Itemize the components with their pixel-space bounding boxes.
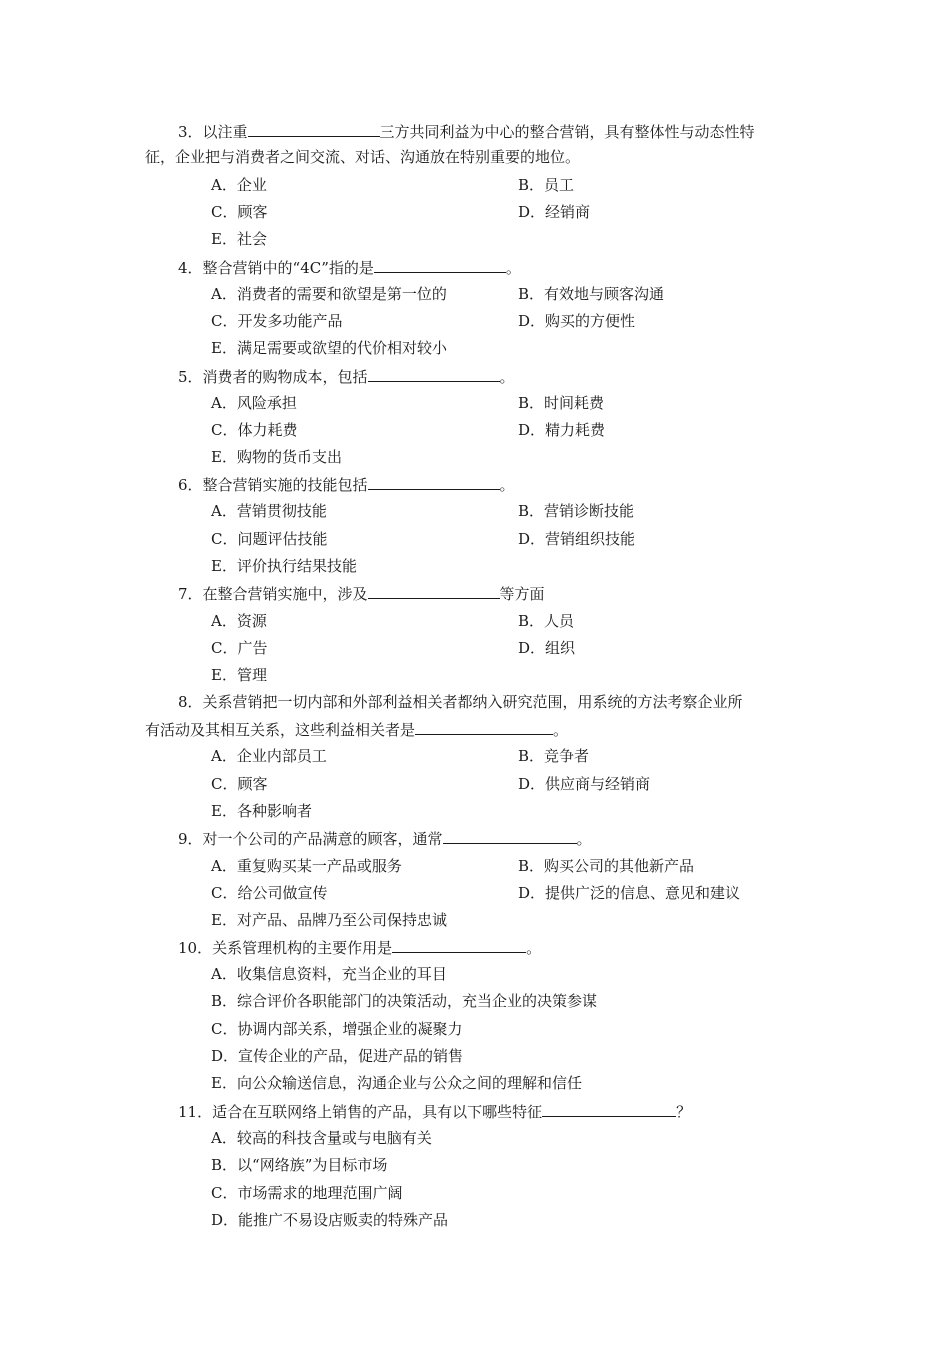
option-e: E．评价执行结果技能 <box>211 557 357 575</box>
answer-blank <box>374 257 506 273</box>
question-8-stem: 8．关系营销把一切内部和外部利益相关者都纳入研究范围，用系统的方法考察企业所 <box>178 693 743 711</box>
question-6-stem: 6．整合营销实施的技能包括 。 <box>178 476 515 494</box>
option-d: D．营销组织技能 <box>518 530 636 548</box>
option-e: E．满足需要或欲望的代价相对较小 <box>211 339 447 357</box>
question-7-stem: 7．在整合营销实施中，涉及 等方面 <box>178 585 545 603</box>
option-c: C．协调内部关系，增强企业的凝聚力 <box>211 1020 463 1038</box>
option-b: B．以“网络族”为目标市场 <box>211 1156 388 1174</box>
option-e: E．向公众输送信息，沟通企业与公众之间的理解和信任 <box>211 1074 582 1092</box>
option-a: A．较高的科技含量或与电脑有关 <box>211 1129 432 1147</box>
option-d: D．购买的方便性 <box>518 312 636 330</box>
answer-blank <box>443 828 577 844</box>
option-a: A．重复购买某一产品或服务 <box>211 857 402 875</box>
option-e: E．购物的货币支出 <box>211 448 342 466</box>
option-c: C．广告 <box>211 639 268 657</box>
option-b: B．综合评价各职能部门的决策活动，充当企业的决策参谋 <box>211 992 598 1010</box>
option-e: E．各种影响者 <box>211 802 312 820</box>
answer-blank <box>248 121 380 137</box>
option-b: B．营销诊断技能 <box>518 502 635 520</box>
question-5-stem: 5．消费者的购物成本，包括 。 <box>178 368 515 386</box>
question-9-stem: 9．对一个公司的产品满意的顾客，通常 。 <box>178 830 592 848</box>
option-d: D．能推广不易设店贩卖的特殊产品 <box>211 1211 449 1229</box>
option-a: A．消费者的需要和欲望是第一位的 <box>211 285 447 303</box>
answer-blank <box>368 366 500 382</box>
option-d: D．供应商与经销商 <box>518 775 651 793</box>
option-a: A．企业内部员工 <box>211 747 327 765</box>
question-3-stem: 3．以注重 三方共同利益为中心的整合营销，具有整体性与动态性特 <box>178 123 755 141</box>
option-a: A．资源 <box>211 612 267 630</box>
option-d: D．经销商 <box>518 203 591 221</box>
option-c: C．顾客 <box>211 203 268 221</box>
option-d: D．提供广泛的信息、意见和建议 <box>518 884 741 902</box>
option-a: A．收集信息资料，充当企业的耳目 <box>211 965 447 983</box>
option-b: B．有效地与顾客沟通 <box>518 285 665 303</box>
question-10-stem: 10．关系管理机构的主要作用是 。 <box>178 939 542 957</box>
answer-blank <box>415 719 553 735</box>
question-4-stem: 4．整合营销中的“4C”指的是 。 <box>178 259 521 277</box>
option-c: C．顾客 <box>211 775 268 793</box>
option-b: B．人员 <box>518 612 575 630</box>
option-c: C．体力耗费 <box>211 421 298 439</box>
option-b: B．时间耗费 <box>518 394 605 412</box>
question-8-stem-continued: 有活动及其相互关系，这些利益相关者是 。 <box>145 721 569 739</box>
option-e: E．对产品、品牌乃至公司保持忠诚 <box>211 911 447 929</box>
option-a: A．风险承担 <box>211 394 297 412</box>
option-b: B．购买公司的其他新产品 <box>518 857 695 875</box>
option-b: B．员工 <box>518 176 575 194</box>
option-d: D．组织 <box>518 639 576 657</box>
answer-blank <box>368 583 500 599</box>
answer-blank <box>368 474 500 490</box>
option-c: C．市场需求的地理范围广阔 <box>211 1184 403 1202</box>
question-3-stem-continued: 征，企业把与消费者之间交流、对话、沟通放在特别重要的地位。 <box>145 148 581 166</box>
option-d: D．宣传企业的产品，促进产品的销售 <box>211 1047 464 1065</box>
option-e: E．社会 <box>211 230 267 248</box>
option-c: C．开发多功能产品 <box>211 312 343 330</box>
option-a: A．营销贯彻技能 <box>211 502 327 520</box>
option-d: D．精力耗费 <box>518 421 606 439</box>
option-b: B．竞争者 <box>518 747 590 765</box>
answer-blank <box>542 1101 676 1117</box>
question-11-stem: 11．适合在互联网络上销售的产品，具有以下哪些特征 ？ <box>178 1103 692 1121</box>
option-c: C．问题评估技能 <box>211 530 328 548</box>
answer-blank <box>392 937 526 953</box>
option-e: E．管理 <box>211 666 267 684</box>
option-c: C．给公司做宣传 <box>211 884 328 902</box>
option-a: A．企业 <box>211 176 267 194</box>
